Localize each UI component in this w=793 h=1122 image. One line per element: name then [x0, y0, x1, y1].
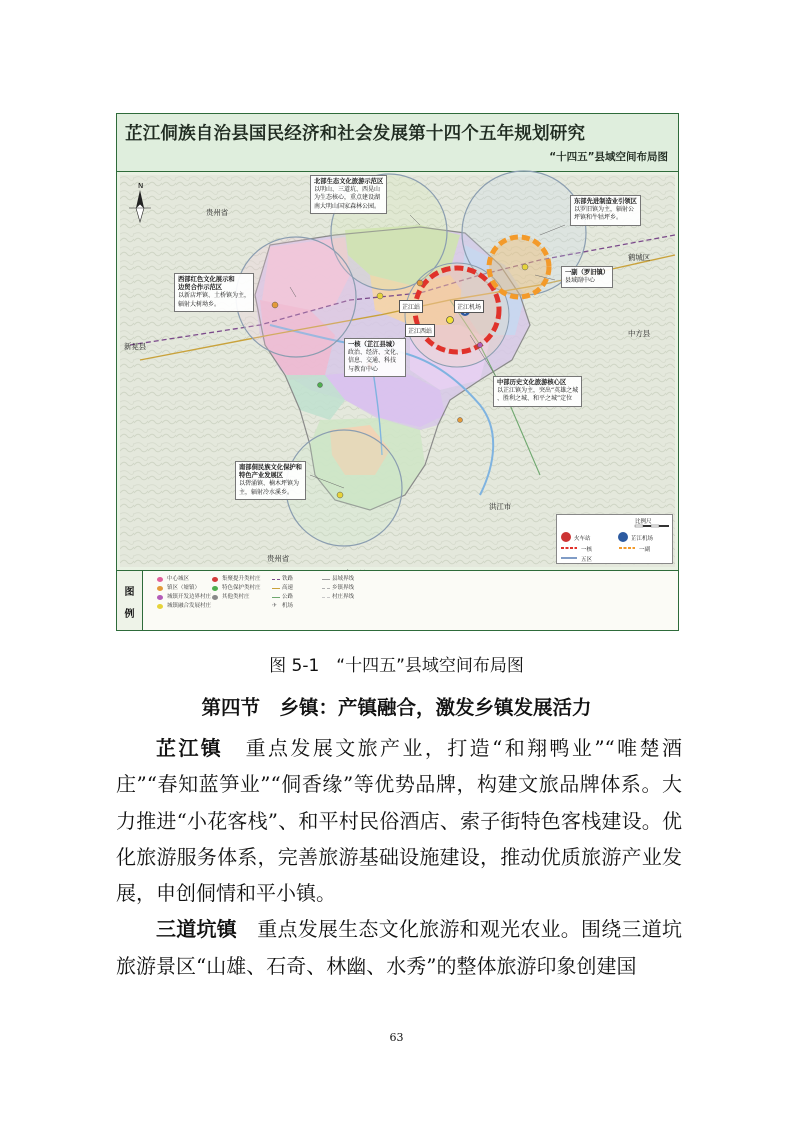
callout-west-zone: [174, 273, 254, 312]
legend-swatch: ✈: [272, 602, 278, 609]
callout-south-line: 主，辐射冷水溪乡。: [239, 488, 294, 496]
legend-item-label: 中心城区: [167, 576, 190, 582]
label-zhijiang-airport: 芷江机场: [454, 300, 484, 313]
callout-south-title: 南部侗民族文化保护和: [239, 464, 302, 471]
label-xinhuang: 新晃县: [124, 342, 147, 351]
callout-east-line: 坪镇和牛牯坪乡。: [574, 214, 623, 222]
legend-item: [157, 593, 211, 601]
legend-item-label: 公路: [282, 594, 294, 600]
callout-south-line: 以碧涌镇、楠木坪镇为: [239, 480, 300, 488]
legend-swatch: [212, 595, 218, 600]
legend-item: [157, 584, 200, 592]
callout-core-line: 政治、经济、文化、: [348, 349, 403, 357]
section-heading: 第四节 乡镇：产镇融合，激发乡镇发展活力: [201, 696, 592, 719]
label-guizhou-bottom: 贵州省: [267, 554, 290, 563]
legend-swatch: [322, 579, 330, 580]
map-subtitle: “十四五”县域空间布局图: [549, 151, 668, 163]
map-body: [120, 175, 675, 567]
map-header: [117, 114, 678, 172]
legend-item: [322, 584, 354, 592]
legend-swatch: [212, 586, 218, 591]
legend-item-label: 村庄界线: [332, 594, 355, 600]
legend-item: [272, 602, 293, 610]
legend-swatch: [157, 577, 163, 582]
callout-secondary-line: 县域副中心: [565, 277, 596, 285]
svg-text:N: N: [138, 182, 144, 190]
legend-item-label: 铁路: [282, 576, 294, 582]
legend-item: [212, 584, 261, 592]
callout-north-title: 北部生态文化旅游示范区: [314, 178, 384, 185]
inset-one-core: 一核: [581, 547, 593, 553]
inset-five-zones: 五区: [581, 557, 593, 563]
paragraph: [116, 730, 682, 911]
paragraph-term: 三道坑镇: [156, 917, 237, 942]
figure-caption: 图 5-1 “十四五”县域空间布局图: [269, 656, 524, 676]
label-zhongfang: 中方县: [628, 329, 651, 338]
legend-item-label: 城镇开发边界村庄: [167, 594, 212, 600]
inset-train-station: 火车站: [574, 536, 591, 542]
map-legend: [117, 570, 678, 630]
legend-item-label: 县域界线: [332, 576, 355, 582]
callout-central-line: 以芷江镇为主，突出“英雄之城: [497, 387, 579, 395]
callout-west-line: 辐射大树坳乡。: [178, 300, 221, 308]
legend-item: [157, 575, 189, 583]
callout-central-line: 、胜利之城、和平之城”定位: [497, 395, 573, 403]
paragraph-text: 重点发展文旅产业，打造“和翔鸭业”“唯楚酒庄”“春知蓝笋业”“侗香缘”等优势品牌，构建文旅品牌体系。大力推进“小花客栈”、和平村民俗酒店、索子街特色客栈建设。优化旅游服务体系，完善旅游基础设施建设，推动优质旅游产业发展，申创侗情和平小镇。: [116, 736, 682, 906]
paragraph: [116, 911, 682, 984]
legend-swatch: [157, 586, 163, 591]
callout-south-line: 特色产业发展区: [239, 472, 284, 480]
inset-one-secondary: 一副: [639, 547, 651, 553]
legend-item: [212, 575, 261, 583]
legend-swatch: [272, 579, 280, 580]
north-arrow-icon: [125, 180, 155, 224]
callout-east-line: 以罗旧镇为主，辐射公: [574, 206, 635, 214]
callout-core: [344, 338, 406, 377]
map-figure: [116, 113, 679, 631]
callout-core-line: 与教育中心: [348, 365, 379, 373]
callout-north-zone: [310, 175, 387, 214]
callout-west-line: 边贸合作示范区: [178, 284, 223, 292]
callout-secondary-core: [561, 266, 613, 288]
legend-swatch: [272, 588, 280, 589]
callout-north-line: 南大明山国家森林公园。: [314, 202, 381, 210]
paragraph-text: 重点发展生态文化旅游和观光农业。围绕三道坑旅游景区“山雄、石奇、林幽、水秀”的整体旅游印象创建国: [116, 917, 683, 978]
legend-item: [212, 593, 250, 601]
callout-secondary-title: 一副（罗旧镇）: [565, 269, 610, 276]
legend-item-label: 集聚提升类村庄: [222, 576, 261, 582]
label-zhijiang-west-station: 芷江西站: [405, 324, 435, 337]
label-guizhou-top: 贵州省: [206, 208, 229, 217]
callout-east-title: 东部先进制造业引领区: [574, 198, 637, 205]
page-number: 63: [389, 1031, 404, 1044]
callout-east-zone: [570, 195, 641, 226]
legend-tag-char: 图: [124, 587, 135, 598]
body-text: [116, 730, 682, 984]
legend-tag: [117, 571, 143, 630]
legend-item: [272, 593, 293, 601]
callout-west-title: 西部红色文化展示和: [178, 276, 235, 283]
callout-central-zone: [493, 376, 582, 407]
legend-swatch: [322, 588, 330, 589]
callout-central-title: 中部历史文化旅游核心区: [497, 379, 567, 386]
legend-swatch: [322, 597, 330, 598]
scale-label: 比例尺: [635, 519, 652, 525]
legend-swatch: [157, 604, 163, 609]
callout-north-line: 以明山、三道坑、西晃山: [314, 186, 381, 194]
callout-core-line: 信息、交通、科技: [348, 357, 397, 365]
legend-tag-char: 例: [124, 609, 135, 620]
legend-item-label: 城镇融合发展村庄: [167, 603, 212, 609]
legend-swatch: [272, 597, 280, 598]
legend-item-label: 特色保护类村庄: [222, 585, 261, 591]
legend-item-label: 高速: [282, 585, 294, 591]
legend-item-label: 镇区（墟镇）: [167, 585, 201, 591]
callout-south-zone: [235, 461, 306, 500]
legend-item: [322, 575, 354, 583]
label-hongjiang: 洪江市: [489, 502, 512, 511]
legend-swatch: [212, 577, 218, 582]
inset-airport: 芷江机场: [631, 536, 654, 542]
legend-item: [272, 584, 293, 592]
legend-item: [322, 593, 354, 601]
callout-core-title: 一核（芷江县城）: [348, 341, 399, 348]
legend-swatch: [157, 595, 163, 600]
legend-item-label: 乡镇界线: [332, 585, 355, 591]
callout-west-line: 以新店坪镇、土桥镇为主，: [178, 292, 251, 300]
legend-item-label: 其他类村庄: [222, 594, 250, 600]
callout-north-line: 为生态核心，重点建设湖: [314, 194, 381, 202]
label-hecheng: 鹤城区: [628, 253, 651, 262]
paragraph-term: 芷江镇: [156, 736, 224, 760]
inset-legend: [556, 514, 673, 564]
legend-item: [272, 575, 293, 583]
legend-item-label: 机场: [282, 603, 294, 609]
label-zhijiang-station: 芷江站: [399, 300, 423, 313]
legend-item: [157, 602, 211, 610]
map-title: 芷江侗族自治县国民经济和社会发展第十四个五年规划研究: [125, 124, 586, 144]
